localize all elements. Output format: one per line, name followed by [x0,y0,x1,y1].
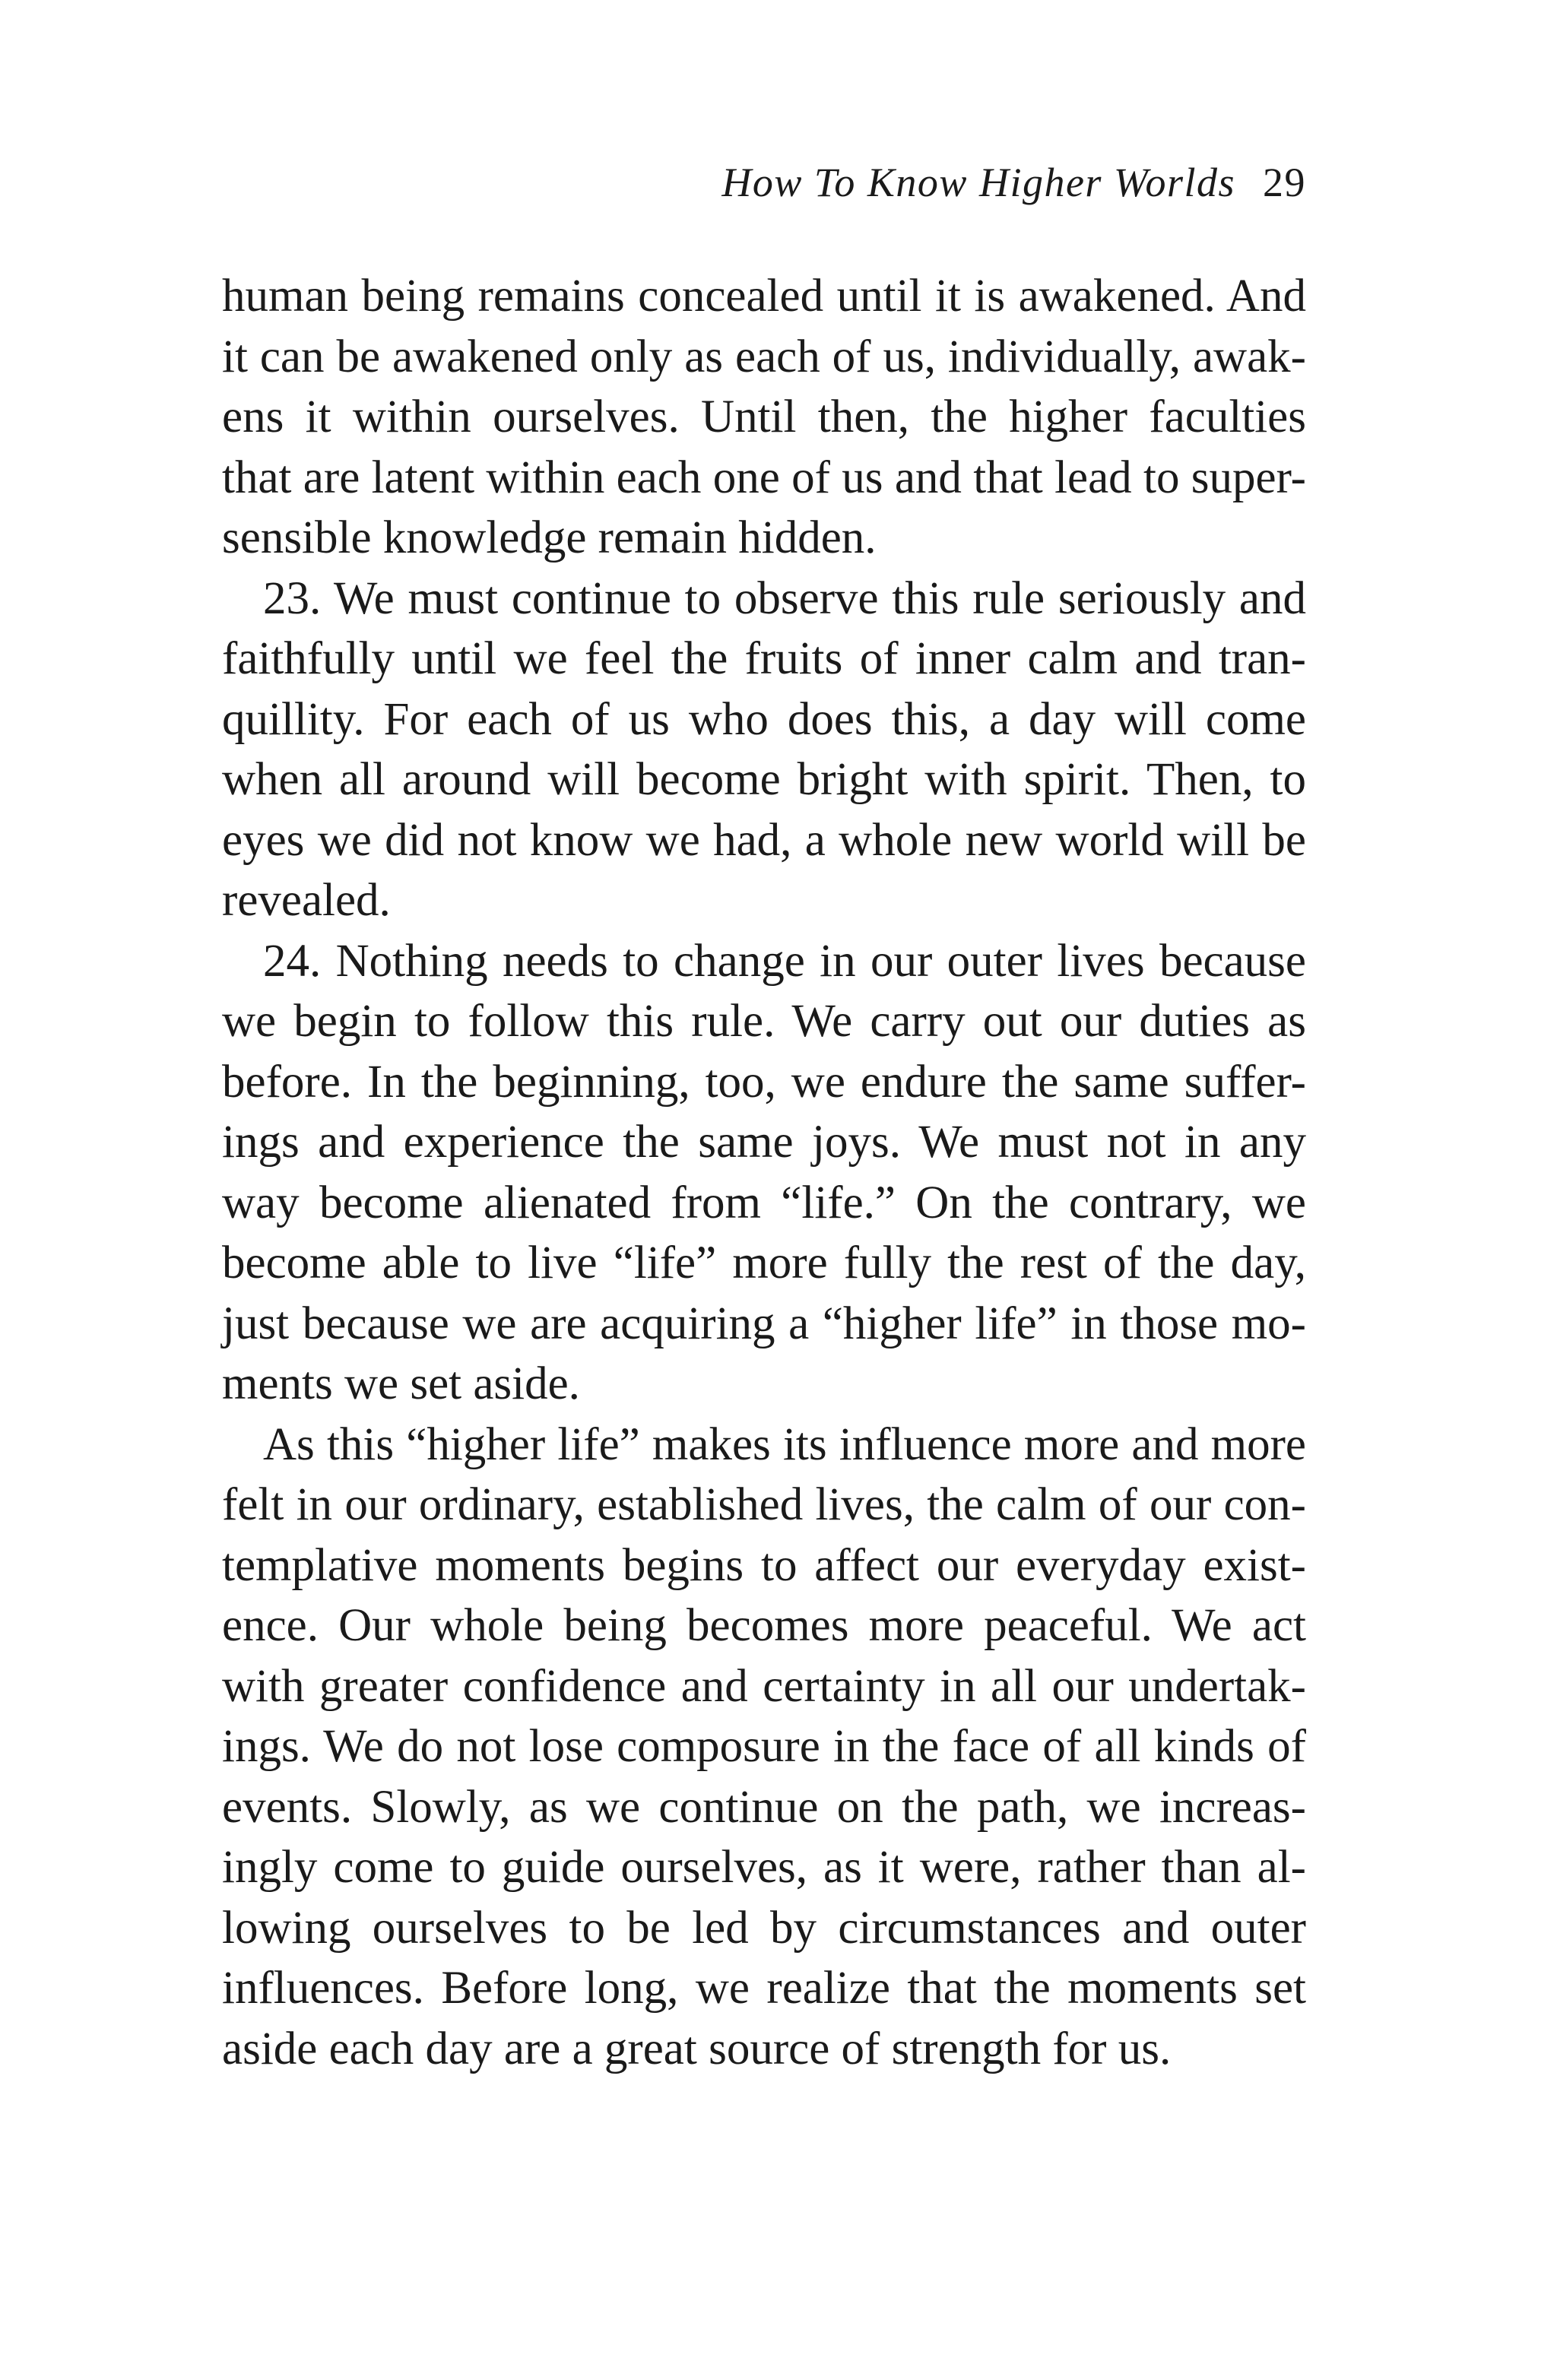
text-line: revealed. [222,875,391,926]
text-line: templative moments begins to affect our everyday exist- [222,1539,1306,1591]
text-line: events. Slowly, as we continue on the path, we increas- [222,1781,1306,1833]
running-title: How To Know Higher Worlds [721,160,1235,205]
page-number: 29 [1263,160,1306,205]
text-line: aside each day are a great source of strength for us. [222,2023,1172,2074]
text-line: that are latent within each one of us and that lead to super- [222,452,1306,503]
text-line: before. In the beginning, too, we endure the same suffer- [222,1056,1306,1108]
text-line: 24. Nothing needs to change in our outer lives because [263,935,1306,987]
text-line: ens it within ourselves. Until then, the higher faculties [222,391,1306,442]
text-line: ings and experience the same joys. We must not in any [222,1117,1306,1168]
body-text [222,266,1306,2079]
text-line: 23. We must continue to observe this rule seriously and [263,572,1306,624]
text-line: ments we set aside. [222,1358,580,1409]
text-line: eyes we did not know we had, a whole new world will be [222,814,1306,866]
text-line: lowing ourselves to be led by circumstances and outer [222,1902,1306,1954]
text-line: with greater confidence and certainty in all our undertak- [222,1660,1306,1712]
text-line: when all around will become bright with spirit. Then, to [222,754,1306,805]
text-line: it can be awakened only as each of us, individually, awak- [222,331,1306,382]
text-line: human being remains concealed until it is awakened. And [222,271,1306,322]
text-line: felt in our ordinary, established lives, the calm of our con- [222,1479,1306,1530]
text-line: ence. Our whole being becomes more peaceful. We act [222,1600,1306,1651]
text-line: faithfully until we feel the fruits of inner calm and tran- [222,633,1306,684]
text-line: become able to live “life” more fully the rest of the day, [222,1238,1306,1288]
text-line: As this “higher life” makes its influence more and more [263,1418,1306,1470]
text-line: sensible knowledge remain hidden. [222,512,877,563]
text-line: quillity. For each of us who does this, a day will come [222,693,1306,745]
text-line: influences. Before long, we realize that the moments set [222,1963,1306,2014]
text-line: ings. We do not lose composure in the face of all kinds of [222,1721,1306,1772]
text-line: way become alienated from “life.” On the contrary, we [222,1177,1306,1228]
text-line: we begin to follow this rule. We carry out our duties as [222,996,1306,1047]
text-line: just because we are acquiring a “higher life” in those mo- [222,1298,1306,1349]
text-line: ingly come to guide ourselves, as it were, rather than al- [222,1842,1306,1893]
running-head [222,152,1306,213]
